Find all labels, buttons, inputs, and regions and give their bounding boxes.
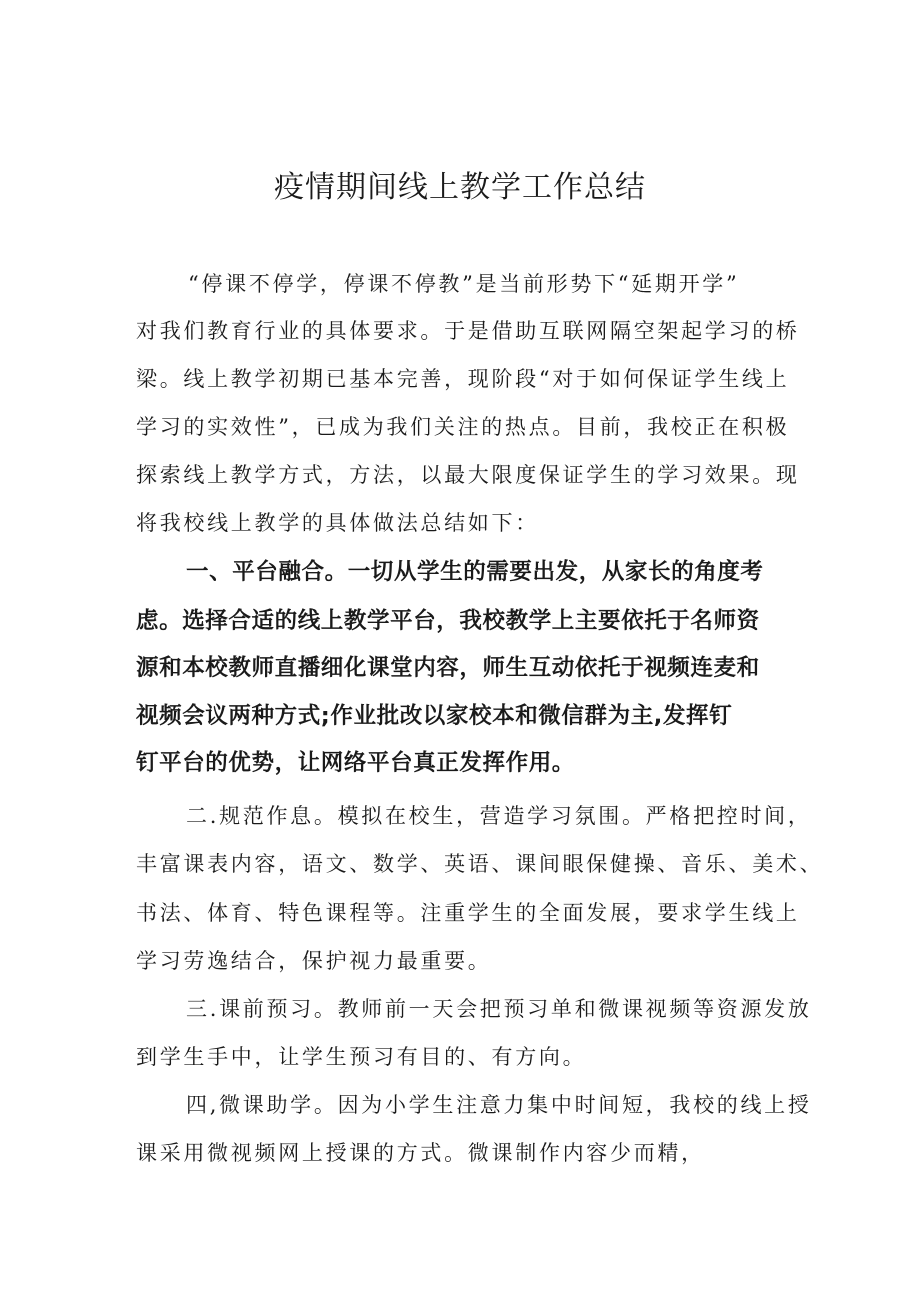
section3-line: 到学生手中，让学生预习有目的、有方向。	[136, 1045, 587, 1069]
intro-line: 梁。线上教学初期已基本完善，现阶段“对于如何保证学生线上	[136, 367, 790, 391]
section1-line: 钉平台的优势，让网络平台真正发挥作用。	[136, 750, 575, 776]
section2-line: 二.规范作息。模拟在校生，营造学习氛围。严格把控时间，	[186, 804, 812, 828]
section2-line: 书法、体育、特色课程等。注重学生的全面发展，要求学生线上	[136, 901, 800, 925]
section1-line: 一、平台融合。一切从学生的需要出发，从家长的角度考	[186, 559, 764, 585]
intro-line: 对我们教育行业的具体要求。于是借助互联网隔空架起学习的桥	[136, 319, 800, 343]
section2-line: 丰富课表内容，语文、数学、英语、课间眼保健操、音乐、美术、	[136, 852, 824, 876]
section1-line: 源和本校教师直播细化课堂内容，师生互动依托于视频连麦和	[136, 655, 760, 681]
intro-line: 探索线上教学方式，方法，以最大限度保证学生的学习效果。现	[136, 463, 800, 487]
section2-line: 学习劳逸结合，保护视力最重要。	[136, 949, 492, 973]
section4-line: 四,微课助学。因为小学生注意力集中时间短，我校的线上授	[186, 1093, 812, 1117]
section4-line: 课采用微视频网上授课的方式。微课制作内容少而精，	[136, 1141, 705, 1165]
section1-line: 虑。选择合适的线上教学平台，我校教学上主要依托于名师资	[136, 608, 760, 634]
document-title: 疫情期间线上教学工作总结	[274, 170, 646, 205]
section3-line: 三.课前预习。教师前一天会把预习单和微课视频等资源发放	[186, 997, 812, 1021]
intro-line: 将我校线上教学的具体做法总结如下：	[136, 511, 539, 535]
intro-line: 学习的实效性”，已成为我们关注的热点。目前，我校正在积极	[136, 415, 790, 439]
section1-line: 视频会议两种方式;作业批改以家校本和微信群为主,发挥钉	[136, 703, 733, 729]
intro-line: “停课不停学，停课不停教”是当前形势下“延期开学”	[188, 272, 740, 296]
